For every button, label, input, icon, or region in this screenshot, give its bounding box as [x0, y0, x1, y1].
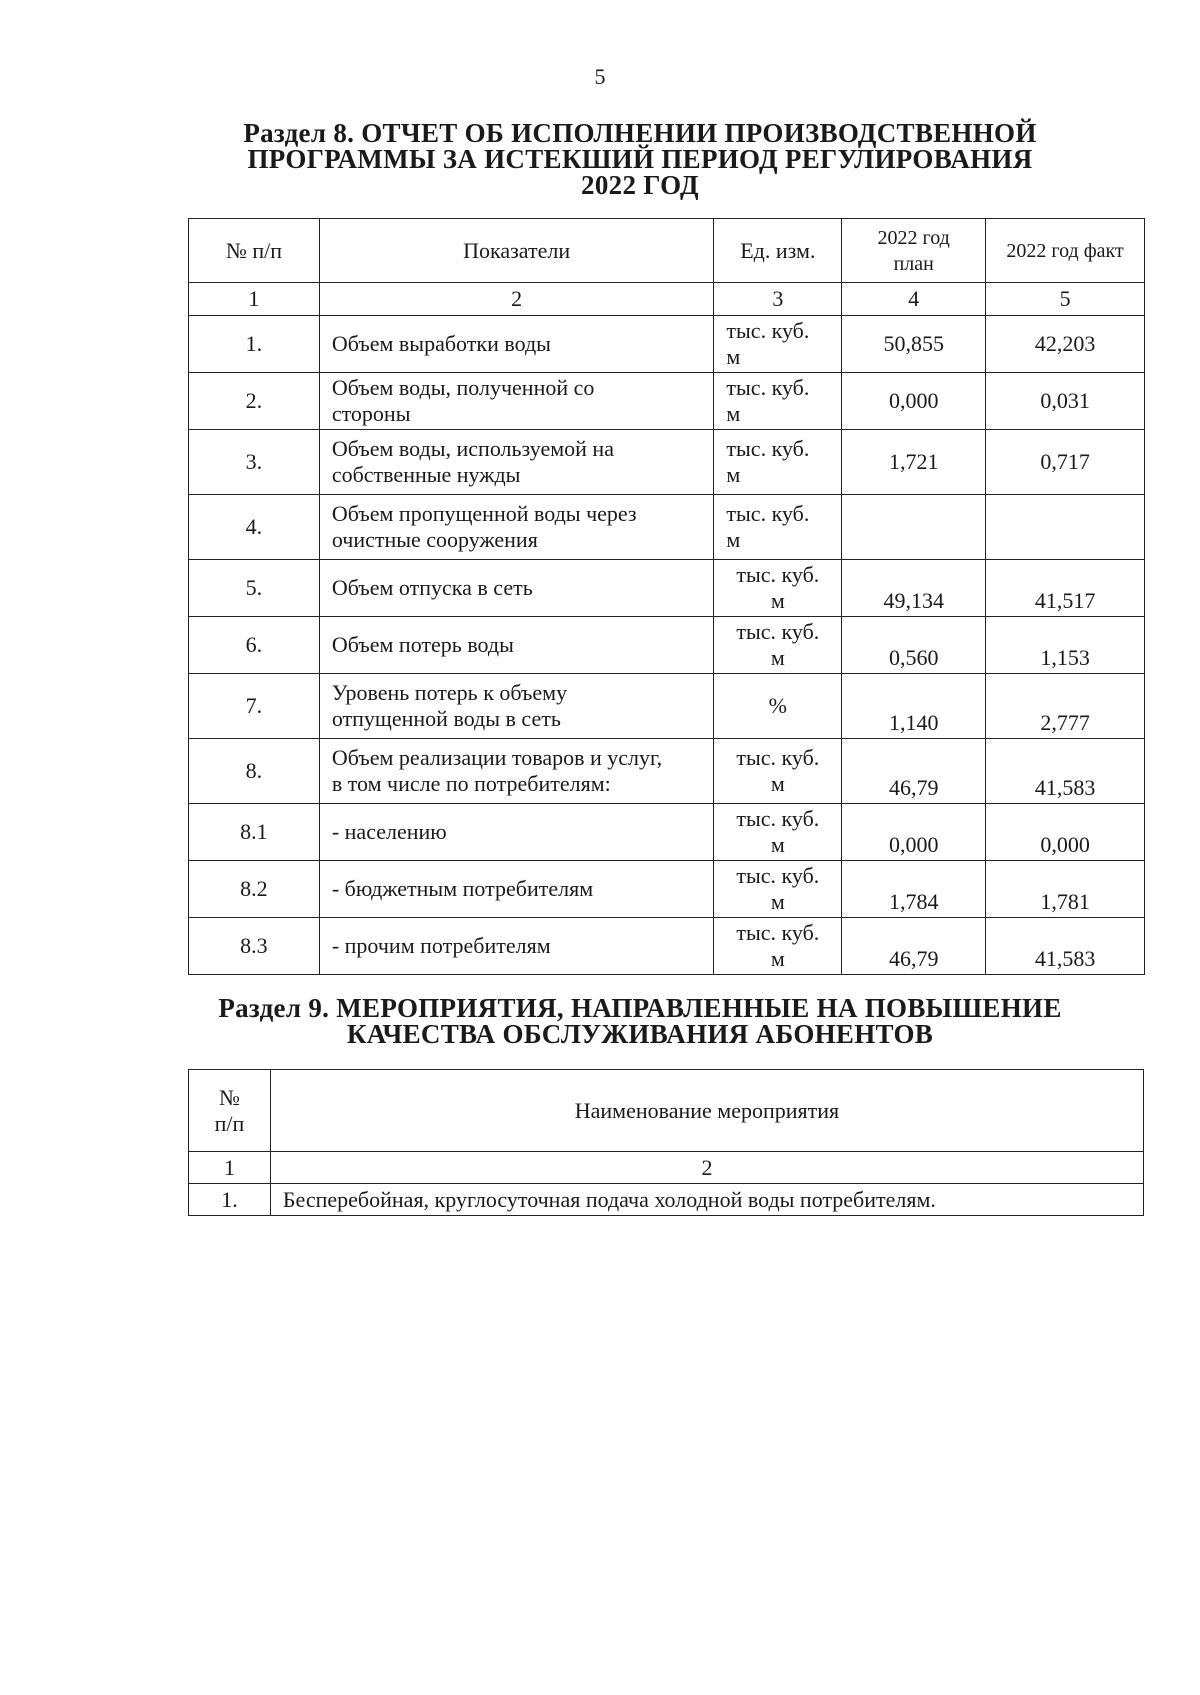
- fact-value: 41,583: [986, 739, 1145, 804]
- measure-name: Бесперебойная, круглосуточная подача холодной воды потребителям.: [270, 1184, 1143, 1216]
- unit-line: м: [726, 527, 741, 552]
- plan-value: 50,855: [842, 316, 986, 373]
- unit-line: м: [726, 462, 741, 487]
- indicator-line: Объем пропущенной воды через: [331, 501, 637, 526]
- unit-line: м: [770, 832, 785, 857]
- table-row: [189, 804, 1145, 861]
- indicator-name: [319, 861, 714, 918]
- production-program-report-table: [188, 218, 1145, 975]
- plan-value: 49,134: [842, 560, 986, 617]
- section8-title-line: 2022 ГОД: [581, 170, 699, 200]
- unit-line: м: [770, 645, 785, 670]
- column-number-row: [189, 283, 1145, 316]
- unit-line: тыс. куб.: [736, 745, 820, 770]
- table-header-row: [189, 219, 1145, 283]
- row-num: 8.3: [189, 918, 320, 975]
- plan-value: 0,000: [842, 804, 986, 861]
- indicator-line: Объем воды, полученной со: [331, 375, 595, 400]
- header-num-line2: п/п: [214, 1110, 245, 1136]
- table-row: [189, 560, 1145, 617]
- header-fact: 2022 год факт: [986, 219, 1145, 283]
- table-row: [189, 739, 1145, 804]
- row-num: 1.: [189, 316, 320, 373]
- unit-line: тыс. куб.: [736, 806, 820, 831]
- unit-line: тыс. куб.: [726, 436, 810, 461]
- indicator-name: [319, 918, 714, 975]
- plan-value: 1,721: [842, 430, 986, 495]
- section8-title-line: ПРОГРАММЫ ЗА ИСТЕКШИЙ ПЕРИОД РЕГУЛИРОВАНИЯ: [247, 144, 1033, 174]
- plan-value: 1,140: [842, 674, 986, 739]
- indicator-line: очистные сооружения: [331, 527, 538, 552]
- column-number-row: [189, 1152, 1144, 1184]
- table-row: [189, 918, 1145, 975]
- fact-value: 0,000: [986, 804, 1145, 861]
- header-plan: [842, 219, 986, 283]
- unit-line: м: [726, 344, 741, 369]
- unit: [714, 430, 842, 495]
- column-number: 4: [842, 283, 986, 316]
- table-row: [189, 861, 1145, 918]
- indicator-name: [319, 430, 714, 495]
- plan-value: 46,79: [842, 739, 986, 804]
- fact-value: 0,717: [986, 430, 1145, 495]
- row-num: 8.2: [189, 861, 320, 918]
- unit-line: м: [770, 771, 785, 796]
- column-number: 1: [189, 1152, 271, 1184]
- table-row: [189, 617, 1145, 674]
- indicator-line: Уровень потерь к объему: [331, 680, 568, 705]
- unit-line: тыс. куб.: [726, 318, 810, 343]
- fact-value: 2,777: [986, 674, 1145, 739]
- column-number: 2: [270, 1152, 1143, 1184]
- unit: [714, 861, 842, 918]
- header-num: [189, 1070, 271, 1152]
- fact-value: 1,153: [986, 617, 1145, 674]
- indicator-line: Объем воды, используемой на: [331, 436, 614, 461]
- indicator-line: - населению: [331, 819, 447, 844]
- table-row: [189, 430, 1145, 495]
- table-row: [189, 495, 1145, 560]
- unit: [714, 739, 842, 804]
- fact-value: 41,583: [986, 918, 1145, 975]
- row-num: 8.: [189, 739, 320, 804]
- unit-line: тыс. куб.: [726, 375, 810, 400]
- page-number: 5: [594, 64, 606, 89]
- row-num: 8.1: [189, 804, 320, 861]
- table-row: [189, 1184, 1144, 1216]
- indicator-name: [319, 560, 714, 617]
- indicator-line: Объем реализации товаров и услуг,: [331, 745, 663, 770]
- row-num: 3.: [189, 430, 320, 495]
- indicator-line: собственные нужды: [331, 462, 521, 487]
- row-num: 6.: [189, 617, 320, 674]
- plan-value: 0,000: [842, 373, 986, 430]
- section8-title-line: Раздел 8. ОТЧЕТ ОБ ИСПОЛНЕНИИ ПРОИЗВОДСТВЕННОЙ: [243, 118, 1037, 148]
- indicator-name: [319, 617, 714, 674]
- row-num: 7.: [189, 674, 320, 739]
- indicator-name: [319, 373, 714, 430]
- header-unit: Ед. изм.: [714, 219, 842, 283]
- unit: [714, 617, 842, 674]
- header-indicator: Показатели: [319, 219, 714, 283]
- indicator-line: - бюджетным потребителям: [331, 876, 594, 901]
- row-num: 4.: [189, 495, 320, 560]
- unit: [714, 495, 842, 560]
- indicator-name: [319, 674, 714, 739]
- header-plan-line2: план: [893, 252, 934, 275]
- plan-value: 1,784: [842, 861, 986, 918]
- indicator-line: в том числе по потребителям:: [331, 771, 611, 796]
- fact-value: [986, 495, 1145, 560]
- unit: [714, 674, 842, 739]
- column-number: 5: [986, 283, 1145, 316]
- row-num: 2.: [189, 373, 320, 430]
- indicator-line: - прочим потребителям: [331, 933, 551, 958]
- indicator-line: Объем выработки воды: [331, 331, 551, 356]
- row-num: 5.: [189, 560, 320, 617]
- table-row: [189, 373, 1145, 430]
- plan-value: 46,79: [842, 918, 986, 975]
- service-quality-measures-table: [188, 1069, 1144, 1216]
- section8-title: [200, 120, 1080, 198]
- indicator-line: Объем отпуска в сеть: [331, 575, 533, 600]
- fact-value: 1,781: [986, 861, 1145, 918]
- indicator-line: стороны: [331, 401, 411, 426]
- unit: [714, 316, 842, 373]
- table-header-row: [189, 1070, 1144, 1152]
- table-row: [189, 674, 1145, 739]
- column-number: 1: [189, 283, 320, 316]
- section9-title-line: КАЧЕСТВА ОБСЛУЖИВАНИЯ АБОНЕНТОВ: [346, 1019, 934, 1049]
- fact-value: 41,517: [986, 560, 1145, 617]
- header-num: № п/п: [189, 219, 320, 283]
- unit: [714, 373, 842, 430]
- unit-line: тыс. куб.: [736, 863, 820, 888]
- section9-title: [200, 995, 1080, 1047]
- unit-line: тыс. куб.: [736, 920, 820, 945]
- unit: [714, 804, 842, 861]
- unit: [714, 560, 842, 617]
- indicator-name: [319, 316, 714, 373]
- unit-line: м: [770, 889, 785, 914]
- unit-line: м: [726, 401, 741, 426]
- plan-value: [842, 495, 986, 560]
- plan-value: 0,560: [842, 617, 986, 674]
- unit-line: тыс. куб.: [736, 619, 820, 644]
- indicator-name: [319, 495, 714, 560]
- header-measure-name: Наименование мероприятия: [270, 1070, 1143, 1152]
- indicator-line: отпущенной воды в сеть: [331, 706, 561, 731]
- fact-value: 42,203: [986, 316, 1145, 373]
- unit: [714, 918, 842, 975]
- row-num: 1.: [189, 1184, 271, 1216]
- indicator-name: [319, 804, 714, 861]
- unit-line: тыс. куб.: [736, 562, 820, 587]
- indicator-name: [319, 739, 714, 804]
- column-number: 2: [319, 283, 714, 316]
- header-plan-line1: 2022 год: [877, 226, 950, 249]
- column-number: 3: [714, 283, 842, 316]
- unit-line: м: [770, 588, 785, 613]
- unit-line: тыс. куб.: [726, 501, 810, 526]
- unit-line: %: [768, 693, 787, 718]
- table-row: [189, 316, 1145, 373]
- unit-line: м: [770, 946, 785, 971]
- header-num-line1: №: [218, 1084, 240, 1110]
- fact-value: 0,031: [986, 373, 1145, 430]
- indicator-line: Объем потерь воды: [331, 632, 514, 657]
- section9-title-line: Раздел 9. МЕРОПРИЯТИЯ, НАПРАВЛЕННЫЕ НА ПОВЫШЕНИЕ: [218, 993, 1062, 1023]
